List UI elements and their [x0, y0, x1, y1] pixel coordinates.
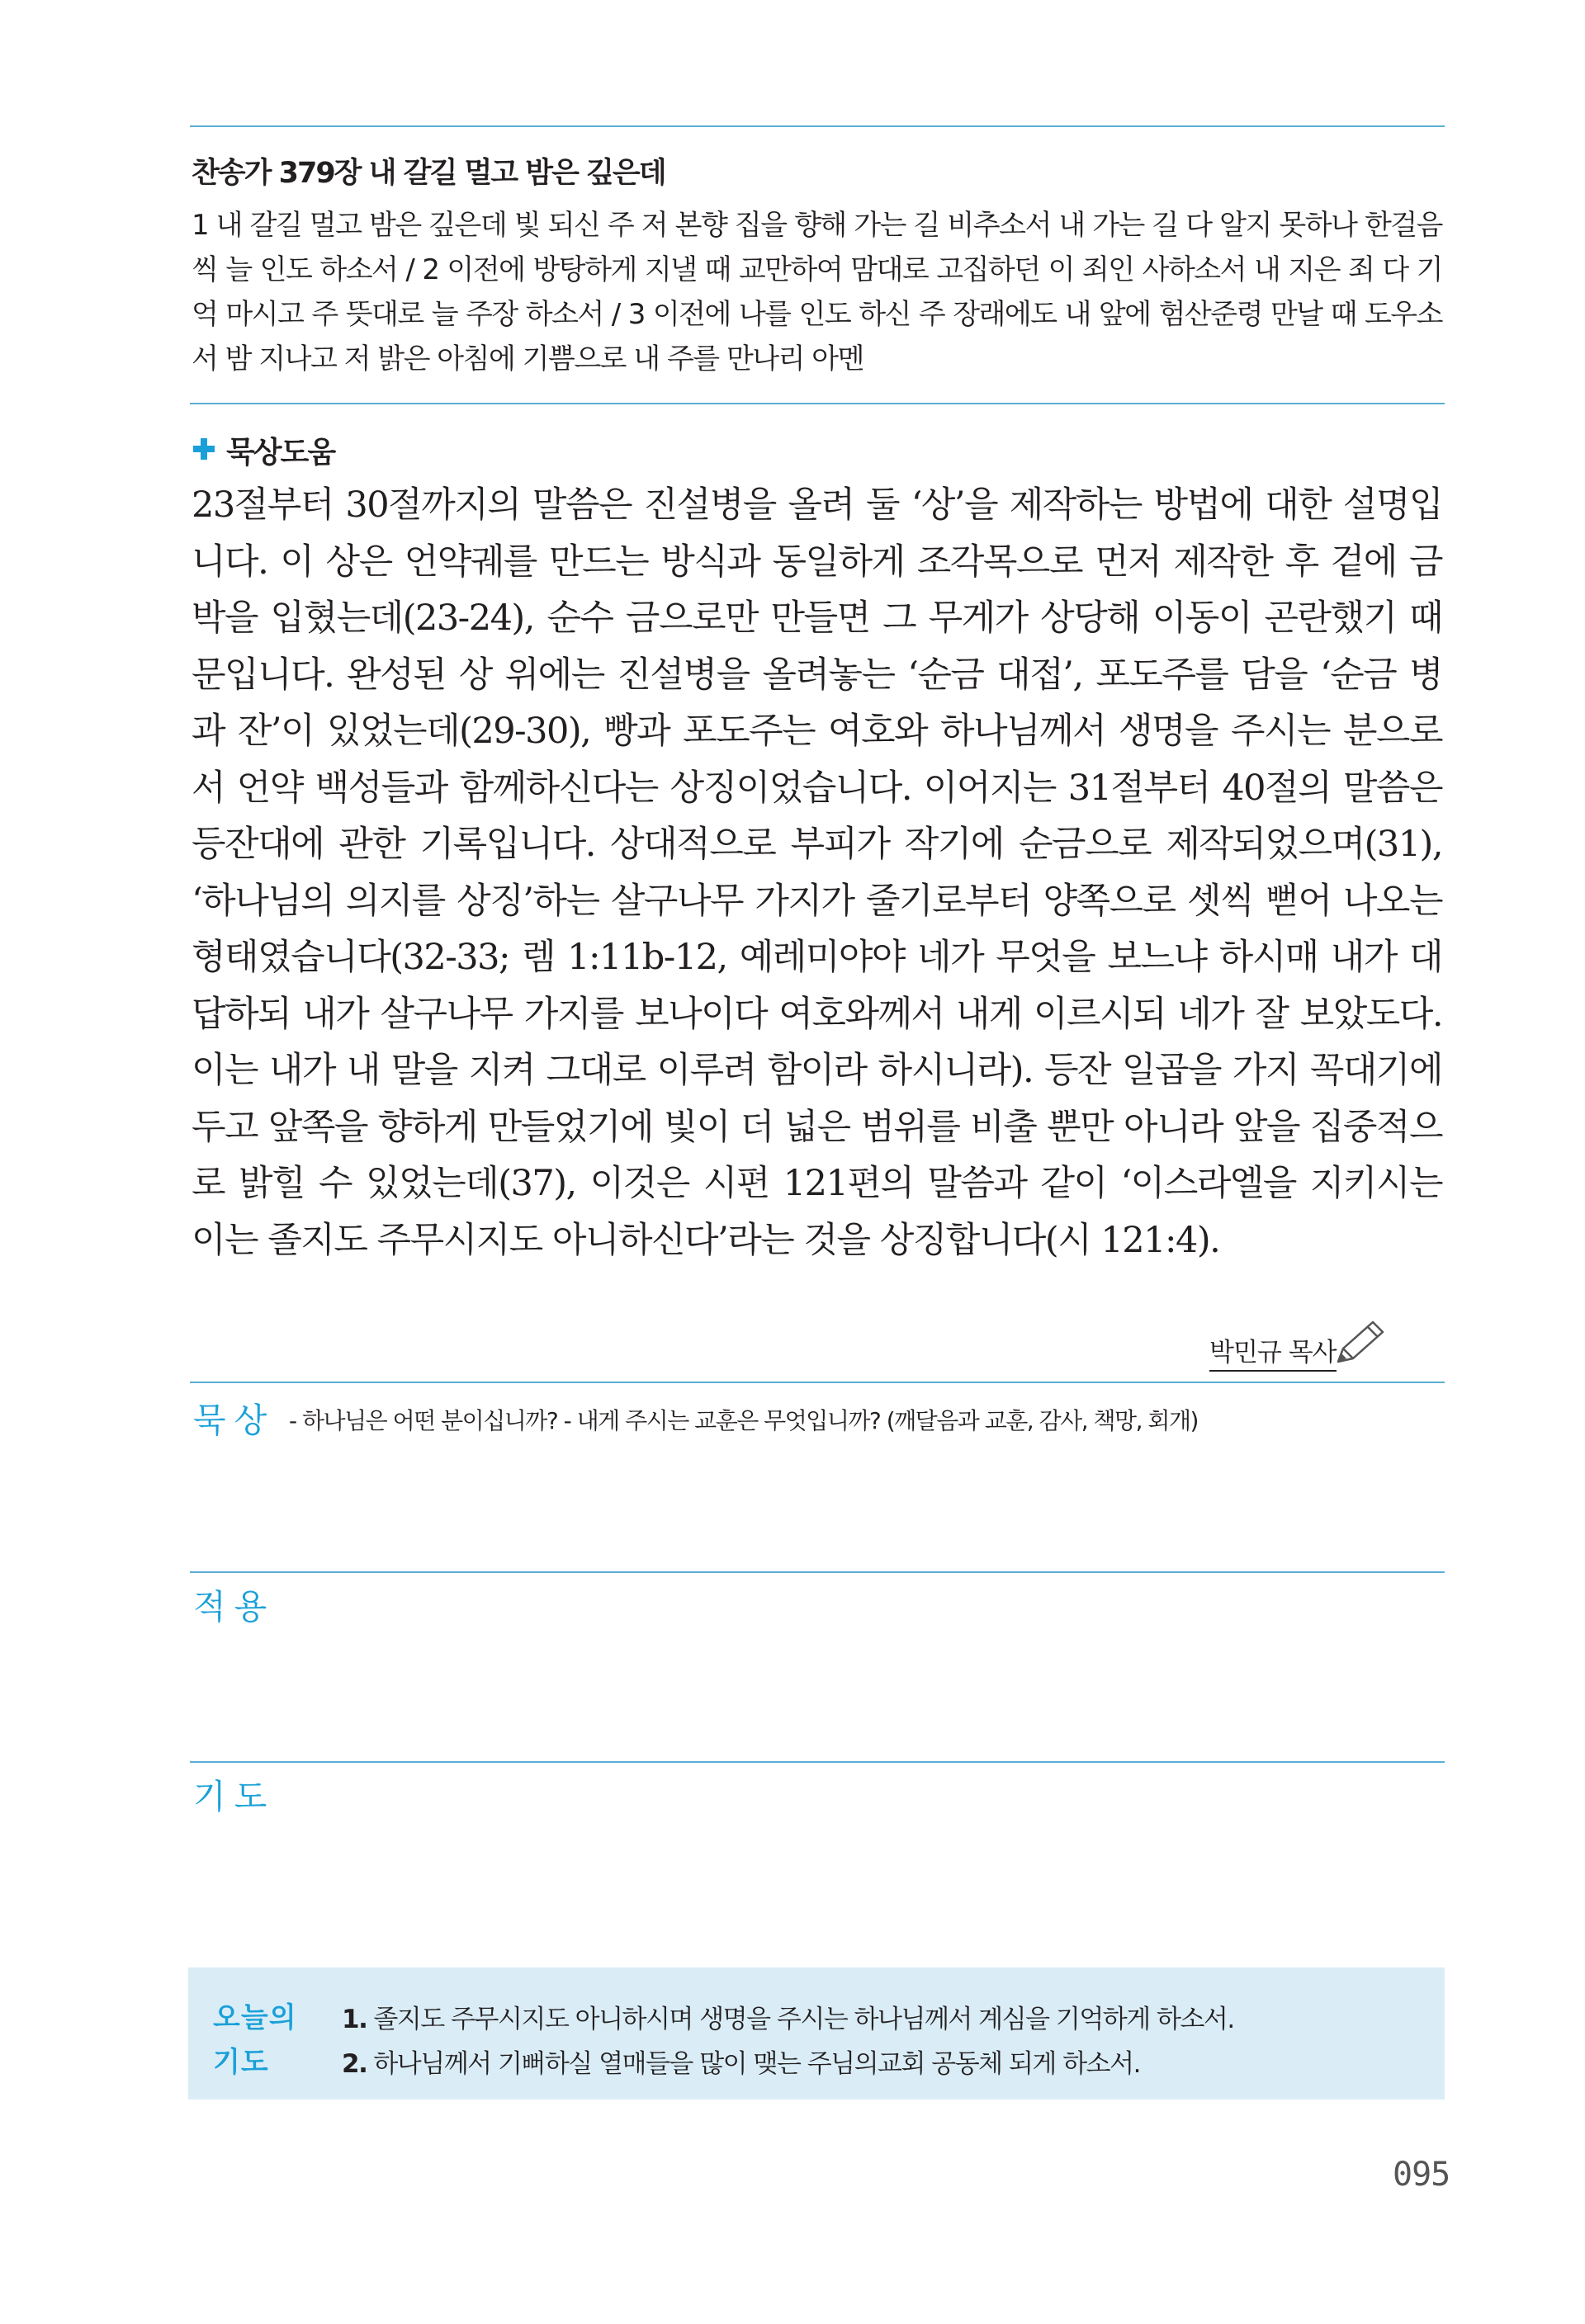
today-prayer-items [342, 1997, 1234, 2086]
plus-icon [192, 434, 216, 467]
prayer-item-2 [342, 2042, 1234, 2086]
today-prayer-label-line2: 기도 [213, 2046, 269, 2079]
hymn-divider [190, 403, 1445, 404]
pencil-icon [1332, 1319, 1389, 1372]
reflection-label: 묵상 [193, 1401, 276, 1440]
meditation-title: 묵상도움 [226, 436, 335, 470]
hymn-title: 찬송가 379장 내 갈길 멀고 밤은 깊은데 [192, 157, 665, 190]
today-prayer-box [188, 1967, 1445, 2100]
meditation-heading [192, 429, 334, 471]
prayer-divider [190, 1761, 1445, 1763]
hymn-lyrics: 1 내 갈길 멀고 밤은 깊은데 빛 되신 주 저 본향 집을 향해 가는 길 비추소서 내 가는 길 다 알지 못하나 한걸음씩 늘 인도 하소서 / 2 이전에 방탕하게 지낼 때 교만하여 맘대로 고집하던 이 죄인 사하소서 내 지은 죄 다 기억 마시고 주 뜻대로 늘 주장 하소서 / 3 이전에 나를 인도 하신 주 장래에도 내 앞에 험산준령 만날 때 도우소서 밤 지나고 저 밝은 아침에 기쁨으로 내 주를 만나리 아멘 [192, 209, 1443, 376]
prayer-item-1 [342, 1997, 1234, 2042]
hymn-section [192, 154, 1442, 381]
prayer-item-1-text: 졸지도 주무시지도 아니하시며 생명을 주시는 하나님께서 계심을 기억하게 하소서. [373, 2005, 1234, 2034]
top-divider [190, 125, 1445, 127]
prayer-label: 기도 [193, 1777, 276, 1816]
author-signature [1209, 1319, 1389, 1372]
application-label: 적용 [193, 1587, 276, 1627]
reflection-divider [190, 1382, 1445, 1383]
prayer-item-1-number: 1. [342, 2005, 367, 2034]
prayer-item-2-number: 2. [342, 2049, 367, 2079]
author-name: 박민규 목사 [1209, 1331, 1337, 1372]
reflection-questions: - 하나님은 어떤 분이십니까? - 내게 주시는 교훈은 무엇입니까? (깨달음과 교훈, 감사, 책망, 회개) [289, 1407, 1198, 1434]
today-prayer-label [213, 1996, 297, 2085]
today-prayer-label-line1: 오늘의 [213, 2001, 297, 2034]
meditation-body: 23절부터 30절까지의 말씀은 진설병을 올려 둘 ‘상’을 제작하는 방법에 대한 설명입니다. 이 상은 언약궤를 만드는 방식과 동일하게 조각목으로 먼저 제작한 후 겉에 금박을 입혔는데(23-24), 순수 금으로만 만들면 그 무게가 상당해 이동이 곤란했기 때문입니다. 완성된 상 위에는 진설병을 올려놓는 ‘순금 대접’, 포도주를 담을 ‘순금 병과 잔’이 있었는데(29-30), 빵과 포도주는 여호와 하나님께서 생명을 주시는 분으로서 언약 백성들과 함께하신다는 상징이었습니다. 이어지는 31절부터 40절의 말씀은 등잔대에 관한 기록입니다. 상대적으로 부피가 작기에 순금으로 제작되었으며(31), ‘하나님의 의지를 상징’하는 살구나무 가지가 줄기로부터 양쪽으로 셋씩 뻗어 나오는 형태였습니다(32-33; 렘 1:11b-12, 예레미야야 네가 무엇을 보느냐 하시매 내가 대답하되 내가 살구나무 가지를 보나이다 여호와께서 내게 이르시되 네가 잘 보았도다. 이는 내가 내 말을 지켜 그대로 이루려 함이라 하시니라). 등잔 일곱을 가지 꼭대기에 두고 앞쪽을 향하게 만들었기에 빛이 더 넓은 범위를 비출 뿐만 아니라 앞을 집중적으로 밝힐 수 있었는데(37), 이것은 시편 121편의 말씀과 같이 ‘이스라엘을 지키시는 이는 졸지도 주무시지도 아니하신다’라는 것을 상징합니다(시 121:4). [192, 484, 1442, 1261]
application-divider [190, 1571, 1445, 1573]
prayer-item-2-text: 하나님께서 기뻐하실 열매들을 많이 맺는 주님의교회 공동체 되게 하소서. [373, 2049, 1140, 2079]
page-number: 095 [1393, 2156, 1450, 2194]
